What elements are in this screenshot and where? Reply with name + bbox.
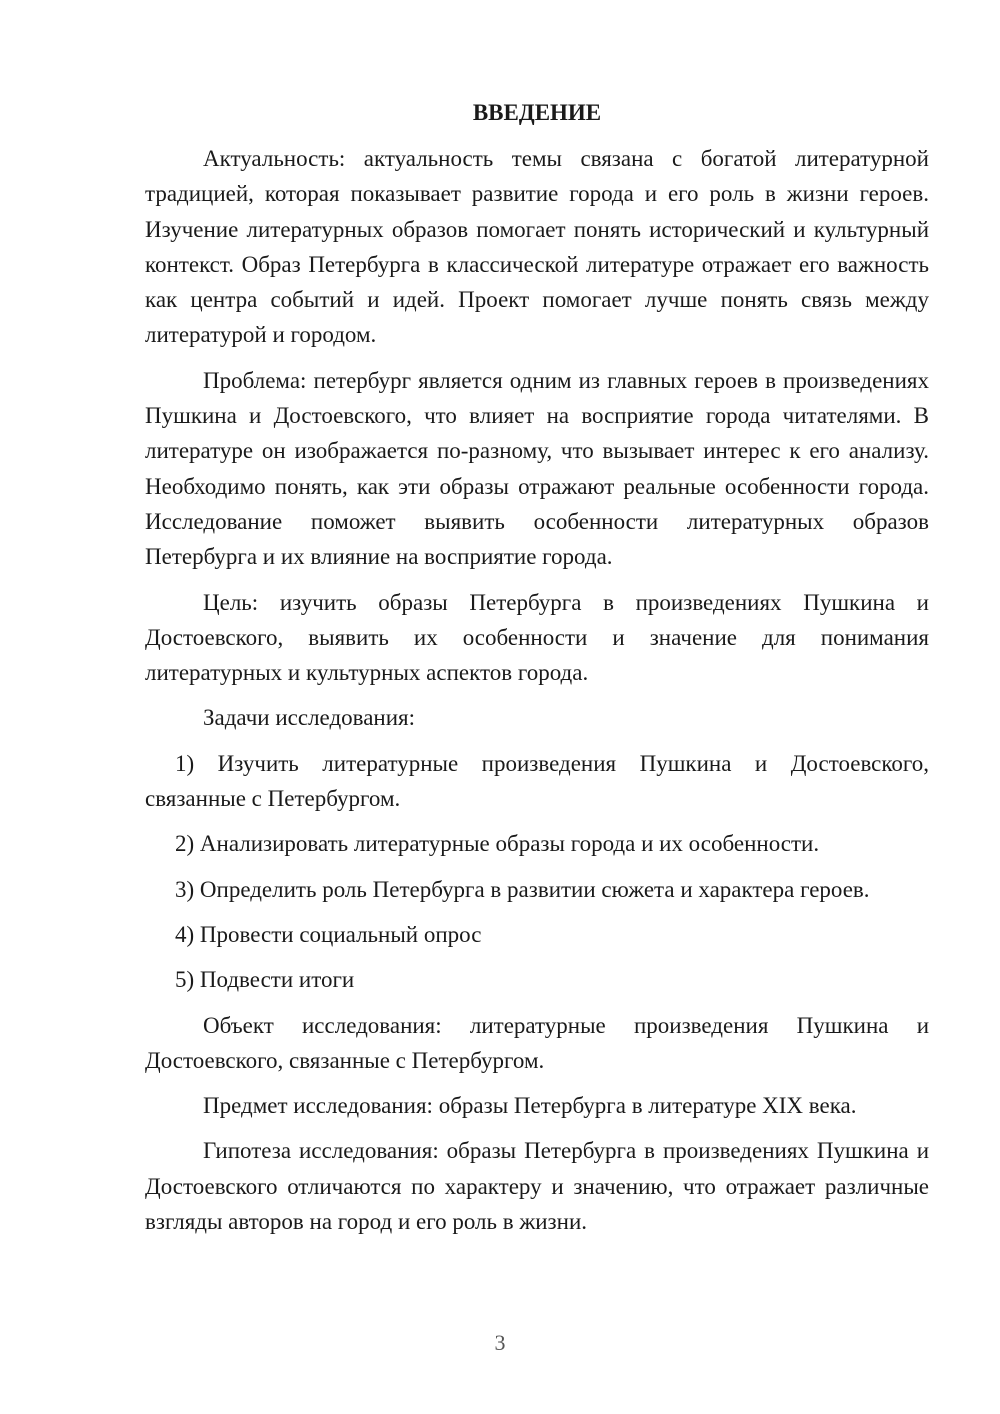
paragraph-object: Объект исследования: литературные произведения Пушкина и Достоевского, связанные с Петербургом.: [145, 1012, 929, 1073]
paragraph-subject: Предмет исследования: образы Петербурга в литературе XIX века.: [203, 1093, 857, 1119]
document-body: [145, 141, 929, 1249]
paragraph-tasks-heading: Задачи исследования:: [203, 705, 416, 731]
list-item-task-3: 3) Определить роль Петербурга в развитии сюжета и характера героев.: [175, 876, 870, 902]
page-number: 3: [494, 1330, 506, 1355]
paragraph-hypothesis: Гипотеза исследования: образы Петербурга в произведениях Пушкина и Достоевского отличаются по характеру и значению, что отражает различные взгляды авторов на город и его роль в жизни.: [145, 1138, 929, 1235]
list-item-task-5: 5) Подвести итоги: [175, 967, 355, 993]
list-item-task-2: 2) Анализировать литературные образы города и их особенности.: [175, 831, 820, 857]
paragraph-relevance: Актуальность: актуальность темы связана с богатой литературной традицией, которая показывает развитие города и его роль в жизни героев. Изучение литературных образов помогает понять исторический и культурный контекст. Образ Петербурга в классической литературе отражает его важность как центра событий и идей. Проект помогает лучше понять связь между литературой и городом.: [145, 146, 929, 348]
paragraph-goal: Цель: изучить образы Петербурга в произведениях Пушкина и Достоевского, выявить их особенности и значение для понимания литературных и культурных аспектов города.: [145, 589, 929, 686]
page-title: ВВЕДЕНИЕ: [472, 100, 602, 125]
list-item-task-1: 1) Изучить литературные произведения Пушкина и Достоевского, связанные с Петербургом.: [145, 750, 929, 812]
list-item-task-4: 4) Провести социальный опрос: [175, 921, 482, 947]
paragraph-problem: Проблема: петербург является одним из главных героев в произведениях Пушкина и Достоевского, что влияет на восприятие города читателями. В литературе он изображается по-разному, что вызывает интерес к его анализу. Необходимо понять, как эти образы отражают реальные особенности города. Исследование поможет выявить особенности литературных образов Петербурга и их влияние на восприятие города.: [145, 367, 929, 570]
